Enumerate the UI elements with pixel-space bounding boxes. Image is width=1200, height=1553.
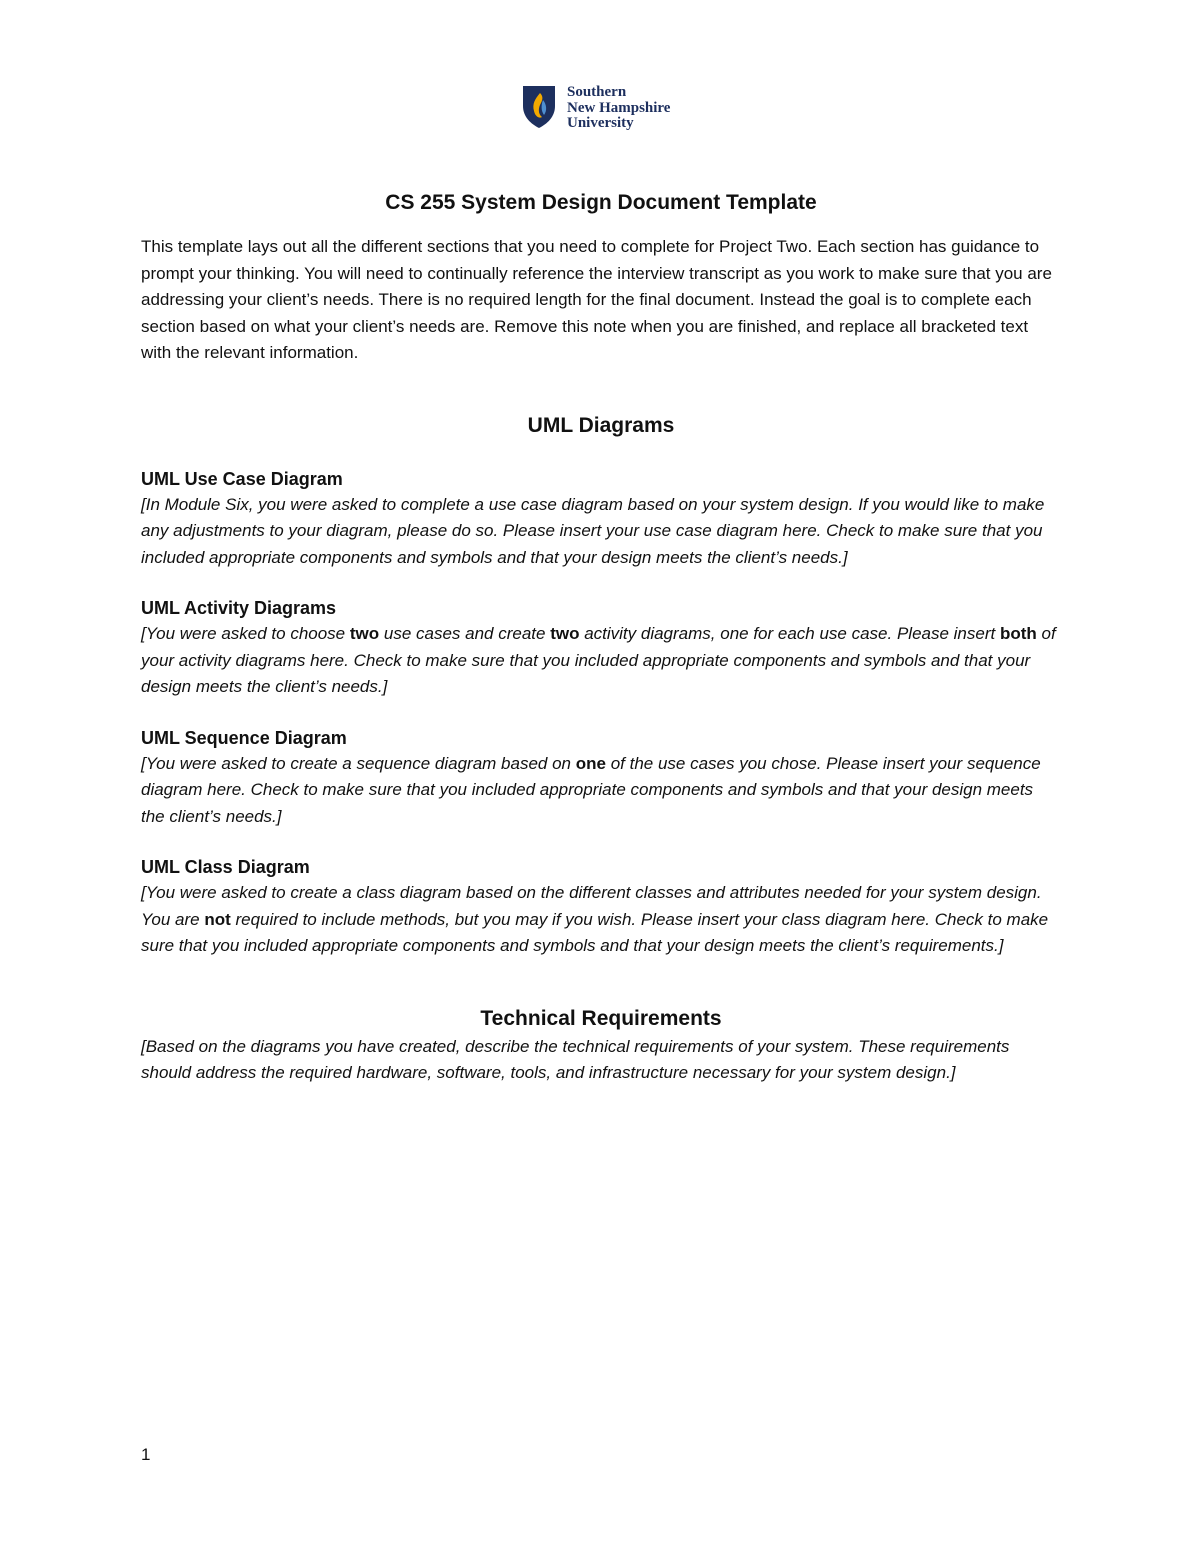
logo-wordmark	[567, 85, 670, 132]
class-text-2: required to include methods, but you may if you wish. Please insert your class diagram here. Check to make sure that you included appropriate components and symbols and that your design meets the client’s requirements.]	[141, 909, 1049, 955]
activity-text-3: activity diagrams, one for each use case. Please insert	[579, 624, 1000, 643]
page-number: 1	[141, 1445, 151, 1464]
activity-heading: UML Activity Diagrams	[141, 598, 337, 618]
class-diagram-heading: UML Class Diagram	[141, 857, 310, 877]
sequence-text-1: [You were asked to create a sequence diagram based on	[141, 753, 576, 773]
activity-emphasis-1: two	[349, 624, 380, 643]
use-case-guidance: [In Module Six, you were asked to complete a use case diagram based on your system design. If you would like to make any adjustments to your diagram, please do so. Please insert your use case diagram here. Check to make sure that you included appropriate components and symbols and that your design meets the client’s needs.]	[141, 494, 1045, 567]
activity-guidance	[141, 621, 1061, 701]
activity-text-1: [You were asked to choose	[141, 624, 350, 643]
shield-flame-icon	[521, 84, 557, 130]
sequence-emphasis-1: one	[575, 753, 606, 773]
document-body	[141, 188, 1061, 1087]
class-diagram-guidance	[141, 880, 1061, 960]
sequence-heading: UML Sequence Diagram	[141, 727, 347, 748]
activity-emphasis-2: two	[550, 624, 580, 643]
logo-line-1: Southern	[567, 84, 627, 100]
activity-emphasis-3: both	[999, 624, 1037, 643]
uml-diagrams-heading: UML Diagrams	[527, 413, 675, 437]
use-case-heading: UML Use Case Diagram	[141, 468, 343, 489]
class-text-1: [You were asked to create a class diagram based on the different classes and attributes needed for your system design. You are	[141, 883, 1042, 929]
document-title: CS 255 System Design Document Template	[385, 191, 817, 214]
class-emphasis-1: not	[204, 909, 231, 929]
sequence-text-2: of the use cases you chose. Please insert your sequence diagram here. Check to make sure that you included appropriate components and symbols and that your design meets the client’s needs.]	[141, 753, 1041, 826]
activity-text-2: use cases and create	[379, 624, 551, 643]
technical-requirements-heading: Technical Requirements	[480, 1006, 722, 1030]
intro-paragraph: This template lays out all the different sections that you need to complete for Project Two. Each section has guidance to prompt your thinking. You will need to continually reference the interview transcript as you work to make sure that you are addressing your client’s needs. There is no required length for the final document. Instead the goal is to complete each section based on what your client’s needs are. Remove this note when you are finished, and replace all bracketed text with the relevant information.	[141, 237, 1052, 362]
university-logo	[521, 84, 670, 132]
logo-line-3: University	[567, 115, 634, 131]
activity-text-4: of your activity diagrams here. Check to make sure that you included appropriate components and symbols and that your design meets the client’s needs.]	[141, 624, 1056, 696]
sequence-guidance	[141, 751, 1061, 831]
technical-requirements-guidance: [Based on the diagrams you have created, describe the technical requirements of your system. These requirements should address the required hardware, software, tools, and infrastructure necessary for your system design.]	[141, 1036, 1010, 1082]
logo-line-2: New Hampshire	[567, 99, 671, 116]
